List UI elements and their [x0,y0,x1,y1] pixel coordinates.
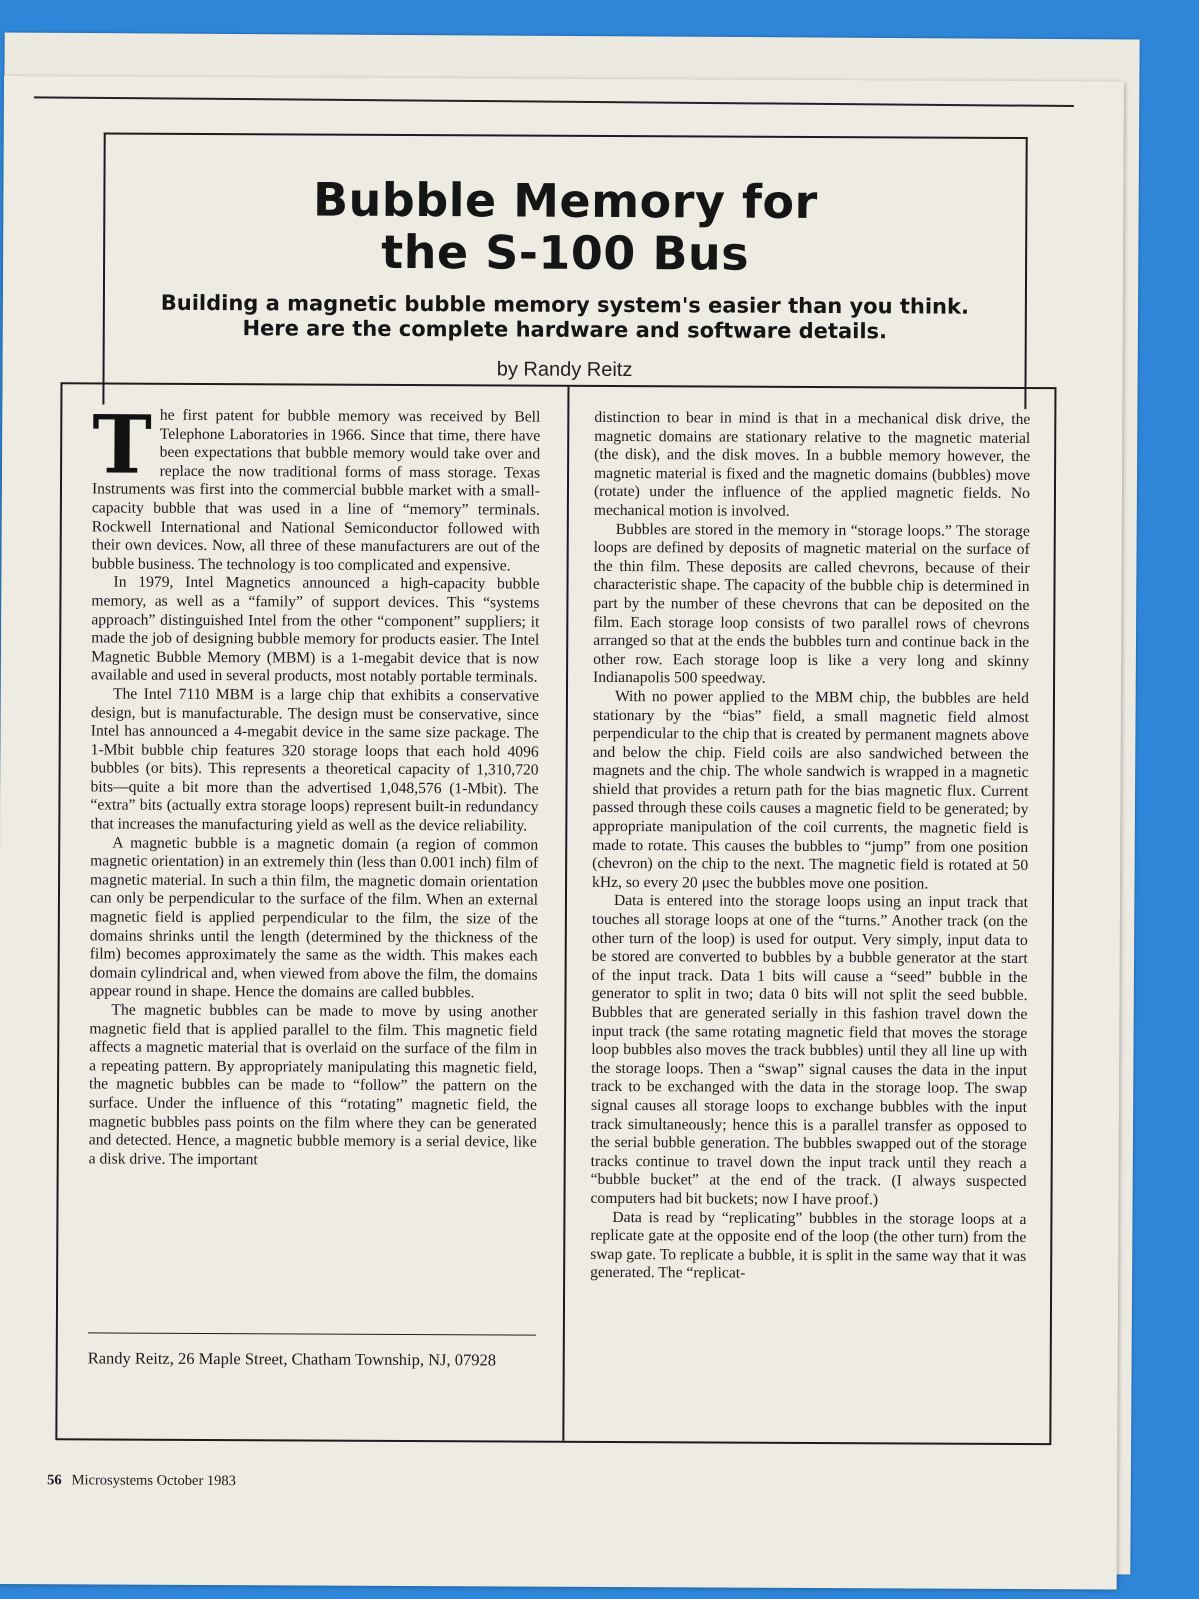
article-header [102,132,1027,409]
page-footer [47,1472,236,1490]
paragraph: distinction to bear in mind is that in a mechanical disk drive, the magnetic domains are stationary relative to the magnetic material (the disk), and the disk moves. In a bubble memory however, the magnetic material is fixed and the magnetic domains (bubbles) move (rotate) under the influence of the applied magnetic fields. No mechanical motion is involved. [593,408,1031,520]
paragraph: The magnetic bubbles can be made to move by using another magnetic field that is applied parallel to the film. This magnetic field affects a magnetic material that is overlaid on the surface of the film in a repeating pattern. By appropriately manipulating this magnetic field, the magnetic bubbles can be made to “follow” the pattern on the surface. Under the influence of this “rotating” magnetic field, the magnetic bubbles pass points on the film where they can be generated and detected. Hence, a magnetic bubble memory is a serial device, like a disk drive. The important [88,1001,538,1169]
publication-info: Microsystems October 1983 [71,1472,236,1490]
author-address: Randy Reitz, 26 Maple Street, Chatham Township, NJ, 07928 [87,1348,497,1370]
paragraph: With no power applied to the MBM chip, the bubbles are held stationary by the “bias” field, a small magnetic field almost perpendicular to the chip that is created by permanent magnets above and below the chip. Field coils are also sandwiched between the magnets and the chip. The whole sandwich is wrapped in a magnetic shield that provides a return path for the bias magnetic flux. Current passed through these coils causes a magnetic field to be generated; by appropriate manipulation of the coil currents, the magnetic field is made to rotate. This causes the bubbles to “jump” from one position (chevron) on the chip to the next. The magnetic field is rotated at 50 kHz, so every 20 μsec the bubbles move one position. [592,687,1030,893]
title-line-2: the S-100 Bus [381,224,750,281]
left-column [88,397,541,1171]
right-column [590,409,1030,1285]
paragraph: A magnetic bubble is a magnetic domain (a region of common magnetic orientation) in an extremely thin (less than 0.001 inch) film of magnetic material. In such a thin film, the magnetic domain orientation can only be perpendicular to the surface of the film. When an external magnetic field is applied perpendicular to the film, the size of the domains shrinks until the length (determined by the thickness of the film) becomes approximately the same as the width. This makes each domain cylindrical and, when viewed from above the film, the domains appear round in shape. Hence the domains are called bubbles. [89,834,539,1002]
paragraph: Bubbles are stored in the memory in “storage loops.” The storage loops are defined by deposits of magnetic material on the surface of the thin film. These deposits are called chevrons, because of their characteristic shape. The capacity of the bubble chip is determined in part by the number of these chevrons that can be deposited on the film. Each storage loop consists of two parallel rows of chevrons arranged so that at the ends the bubbles turn and continue back in the other row. Each storage loop is like a very long and skinny Indianapolis 500 speedway. [593,520,1030,688]
paragraph-text: he first patent for bubble memory was received by Bell Telephone Laboratories in 1966. Since that time, there have been expectations that bubble memory would take over and replace the now traditional forms of mass storage. Texas Instruments was first into the commercial bubble market with a small-capacity bubble that was used in a line of “memory” terminals. Rockwell International and National Semiconductor followed with their own devices. Now, all three of these manufacturers are out of the bubble business. The technology is too complicated and expensive. [91,406,541,575]
page-top-rule [34,96,1074,107]
title-line-1: Bubble Memory for [312,172,818,229]
article-body [55,382,1056,1445]
paragraph: In 1979, Intel Magnetics announced a high-capacity bubble memory, as well as a “family” of support devices. This “systems approach” distinguished Intel from the other “component” suppliers; it made the job of designing bubble memory for products easier. The Intel Magnetic Bubble Memory (MBM) is a 1-megabit device that is now available and used in several products, most notably portable terminals. [91,573,540,686]
article-deck: Building a magnetic bubble memory system's easier than you think. Here are the complete hardware and software details. [160,290,970,344]
paragraph: Data is entered into the storage loops using an input track that touches all storage loops at one of the “turns.” Another track (on the other turn of the loop) is used for output. Very simply, input data to be stored are converted to bubbles by a bubble generator at the start of the input track. Data 1 bits will cause a “seed” bubble in the generator to split in two; data 0 bits will not split the seed bubble. Bubbles that are generated serially in this fashion travel down the input track (the same rotating magnetic field that moves the storage loop bubbles also moves the track bubbles) until they all line up with the storage loops. Then a “swap” signal causes the data in the input track to be exchanged with the data in the storage loop. The swap signal causes all storage loops to exchange bubbles with the input track simultaneously; hence this is a parallel transfer as opposed to the serial bubble generation. The bubbles swapped out of the storage tracks continue to travel down the input track until they reach a “bubble bucket” at the end of the track. (I always suspected computers had bit buckets; now I have proof.) [590,892,1029,1209]
paragraph [91,397,541,576]
paragraph: The Intel 7110 MBM is a large chip that exhibits a conservative design, but is manufacturable. The design must be conservative, since Intel has announced a 4-megabit device in the same size package. The 1-Mbit bubble chip features 320 storage loops that each hold 4096 bubbles (or bits). This represents a theoretical capacity of 1,310,720 bits—quite a bit more than the advertised 1,048,576 (1-Mbit). The “extra” bits (actually extra storage loops) represent built-in redundancy that increases the manufacturing yield as well as the device reliability. [90,685,540,835]
article-byline: by Randy Reitz [496,358,633,382]
column-divider [562,387,569,1441]
page-number: 56 [47,1472,62,1489]
magazine-page [0,76,1124,1589]
paragraph: Data is read by “replicating” bubbles in the storage loops at a replicate gate at the opposite end of the loop (the other turn) from the swap gate. To replicate a bubble, it is split in the same way that it was generated. The “replicat- [590,1208,1027,1282]
author-divider [88,1332,536,1335]
article-title [105,172,1025,280]
drop-cap: T [91,397,152,492]
